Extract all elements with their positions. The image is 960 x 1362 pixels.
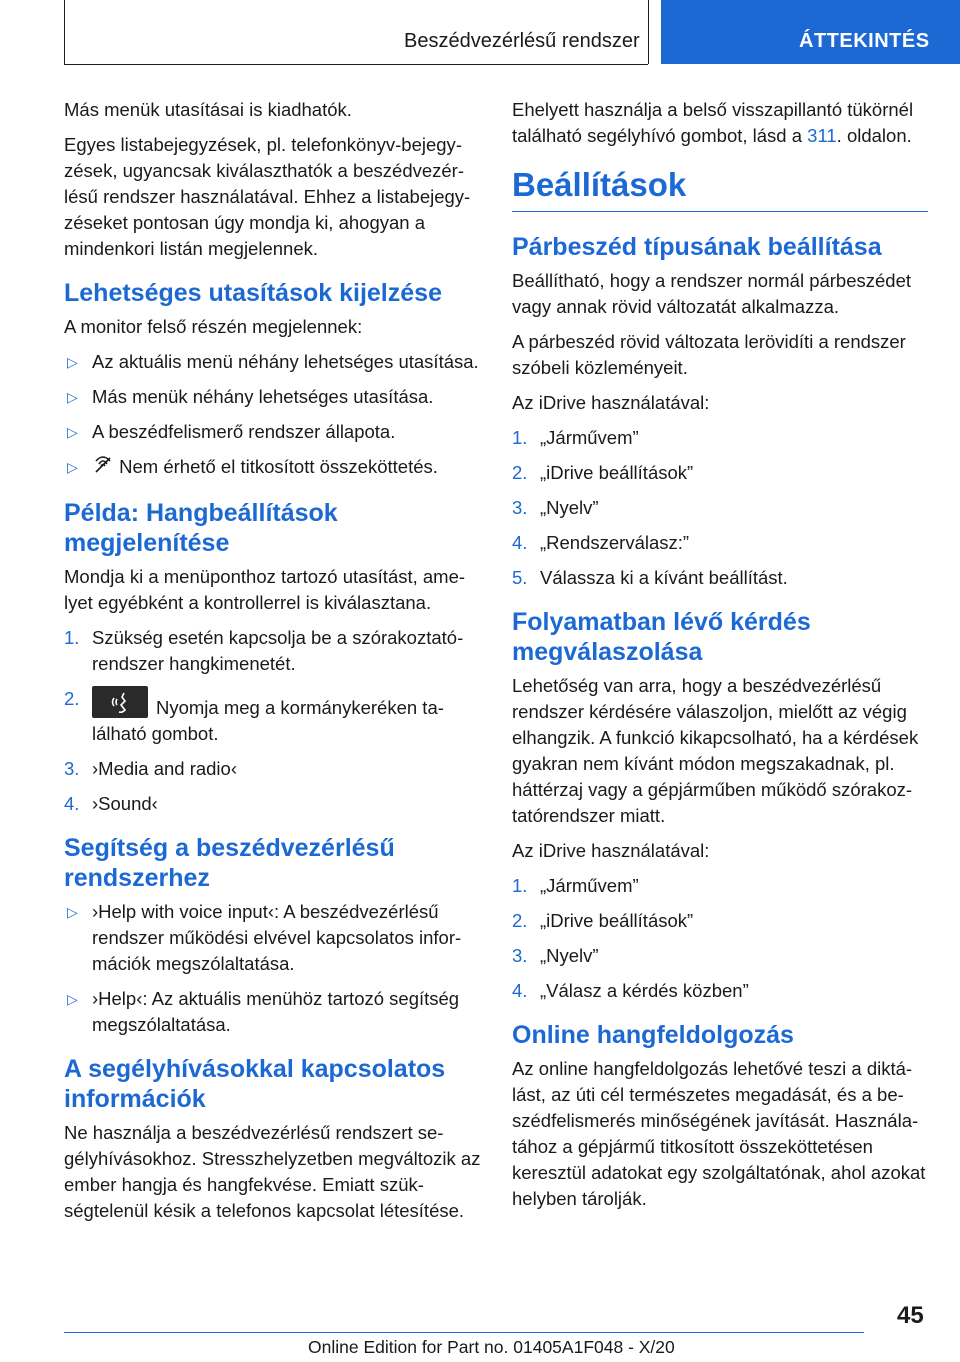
list-item: 3. „Nyelv” xyxy=(512,497,599,518)
heading-settings: Beállítások xyxy=(512,165,928,212)
list-item: 1. Szükség esetén kapcsolja be a szórakoztatórendszer hangkimenetét. xyxy=(64,626,464,674)
heading-emergency: A segélyhívásokkal kapcsolatos információk xyxy=(64,1054,446,1113)
heading-example: Példa: Hangbeállítások megjelenítése xyxy=(64,498,338,557)
list-item: 4. „Rendszerválasz:” xyxy=(512,532,690,553)
list-item: ▷ ›Help with voice input‹: A beszédvezérlésű rendszer működési elvével kapcsolatos információk megszólaltatása. xyxy=(67,900,462,974)
header-section-title: Beszédvezérlésű rendszer xyxy=(404,30,640,52)
list-item: ▷ Az aktuális menü néhány lehetséges utasítása. xyxy=(64,349,484,375)
page-number: 45 xyxy=(897,1302,924,1329)
header-left-rule xyxy=(64,0,65,64)
help-list xyxy=(64,899,484,1038)
paragraph: Ne használja a beszédvezérlésű rendszert segélyhívásokhoz. Stresszhelyzetben megváltozik az ember hangja és hangfekvése. Emiatt szükségtelenül késik a telefonos kapcsolat létesítése. xyxy=(64,1121,481,1221)
right-column xyxy=(512,97,928,1221)
footer-edition: Online Edition for Part no. 01405A1F048 - X/20 xyxy=(308,1337,675,1357)
list-item: 1. „Járművem” xyxy=(512,427,639,448)
heading-answer: Folyamatban lévő kérdés megválaszolása xyxy=(512,608,811,666)
triangle-bullet-icon: ▷ xyxy=(67,990,78,1007)
list-item: 4. ›Sound‹ xyxy=(64,792,158,814)
heading-help: Segítség a beszédvezérlésű rendszerhez xyxy=(64,833,395,892)
header-divider xyxy=(648,0,649,64)
paragraph: A párbeszéd rövid változata lerövidíti a rendszer szóbeli közleményeit. xyxy=(512,331,906,378)
header-tab xyxy=(661,0,960,64)
list-item: 2. „iDrive beállítások” xyxy=(512,462,694,483)
commands-list xyxy=(64,349,484,482)
list-item: 5. Válassza ki a kívánt beállítást. xyxy=(512,567,788,588)
example-steps xyxy=(64,625,484,817)
triangle-bullet-icon: ▷ xyxy=(67,389,78,405)
heading-dialog: Párbeszéd típusának beállítása xyxy=(512,233,882,261)
heading-online: Online hangfeldolgozás xyxy=(512,1021,794,1049)
footer-rule xyxy=(64,1332,864,1333)
heading-commands: Lehetséges utasítások kijelzése xyxy=(64,279,442,307)
paragraph: Az online hangfeldolgozás lehetővé teszi a diktálást, az úti cél természetes megadását, és a beszédfelismerés minőségének javítását. Használatához a gépjármű titkosított összeköttetésen keresztül adatokat egy szolgáltatónak, ahol azokat helyben tárolják. xyxy=(512,1058,926,1209)
list-item: 2. Nyomja meg a kormánykeréken található gombot. xyxy=(64,687,444,744)
triangle-bullet-icon: ▷ xyxy=(67,903,78,920)
list-item: 2. „iDrive beállítások” xyxy=(512,910,694,931)
left-column xyxy=(64,97,484,1233)
paragraph: Lehetőség van arra, hogy a beszédvezérlésű rendszer kérdésére válaszoljon, mielőtt az végig elhangzik. A funkció kikapcsolható, ha a kérdések gyakran nem kívánt módon megszakadnak, pl. háttérzaj vagy a gépjárműben működő szórakoztatórendszer miatt. xyxy=(512,675,919,826)
list-item: ▷ Más menük néhány lehetséges utasítása. xyxy=(64,384,484,410)
no-encrypted-connection-icon xyxy=(92,455,114,482)
paragraph: Ehelyett használja a belső visszapillantó tükörnél található segélyhívó gombot, lásd a 311. oldalon. xyxy=(512,99,914,146)
list-item: ▷ A beszédfelismerő rendszer állapota. xyxy=(64,419,484,445)
list-item: 1. „Járművem” xyxy=(512,875,639,896)
dialog-steps xyxy=(512,425,928,591)
header-bottom-rule xyxy=(64,64,648,65)
answer-steps xyxy=(512,873,928,1004)
paragraph: Az iDrive használatával: xyxy=(512,392,710,413)
list-item: 3. ›Media and radio‹ xyxy=(64,757,237,779)
list-item: 4. „Válasz a kérdés közben” xyxy=(512,980,749,1001)
triangle-bullet-icon: ▷ xyxy=(67,354,78,370)
paragraph: A monitor felső részén megjelennek: xyxy=(64,316,363,337)
paragraph: Az iDrive használatával: xyxy=(512,840,710,861)
paragraph: Egyes listabejegyzések, pl. telefonkönyv-bejegyzések, ugyancsak kiválaszthatók a beszédvezérlésű rendszer használatával. Ehhez a listabejegyzéseket pontosan úgy mondja ki, ahogyan a mindenkori listán megjelennek. xyxy=(64,134,471,259)
voice-button-icon xyxy=(92,686,148,718)
triangle-bullet-icon: ▷ xyxy=(67,459,78,475)
list-item: ▷ ›Help‹: Az aktuális menühöz tartozó segítség megszólaltatása. xyxy=(67,987,460,1035)
header-tab-label: ÁTTEKINTÉS xyxy=(799,30,930,52)
list-item: 3. „Nyelv” xyxy=(512,945,599,966)
page-reference-link[interactable]: 311 xyxy=(807,125,837,146)
list-item: ▷ Nem érhető el titkosított összeköttetés. xyxy=(64,454,484,482)
paragraph: Beállítható, hogy a rendszer normál párbeszédet vagy annak rövid változatát alkalmazza. xyxy=(512,270,912,317)
paragraph: Más menük utasításai is kiadhatók. xyxy=(64,99,352,120)
triangle-bullet-icon: ▷ xyxy=(67,424,78,440)
paragraph: Mondja ki a menüponthoz tartozó utasítást, amelyet egyébként a kontrollerrel is kiválasztana. xyxy=(64,565,466,613)
